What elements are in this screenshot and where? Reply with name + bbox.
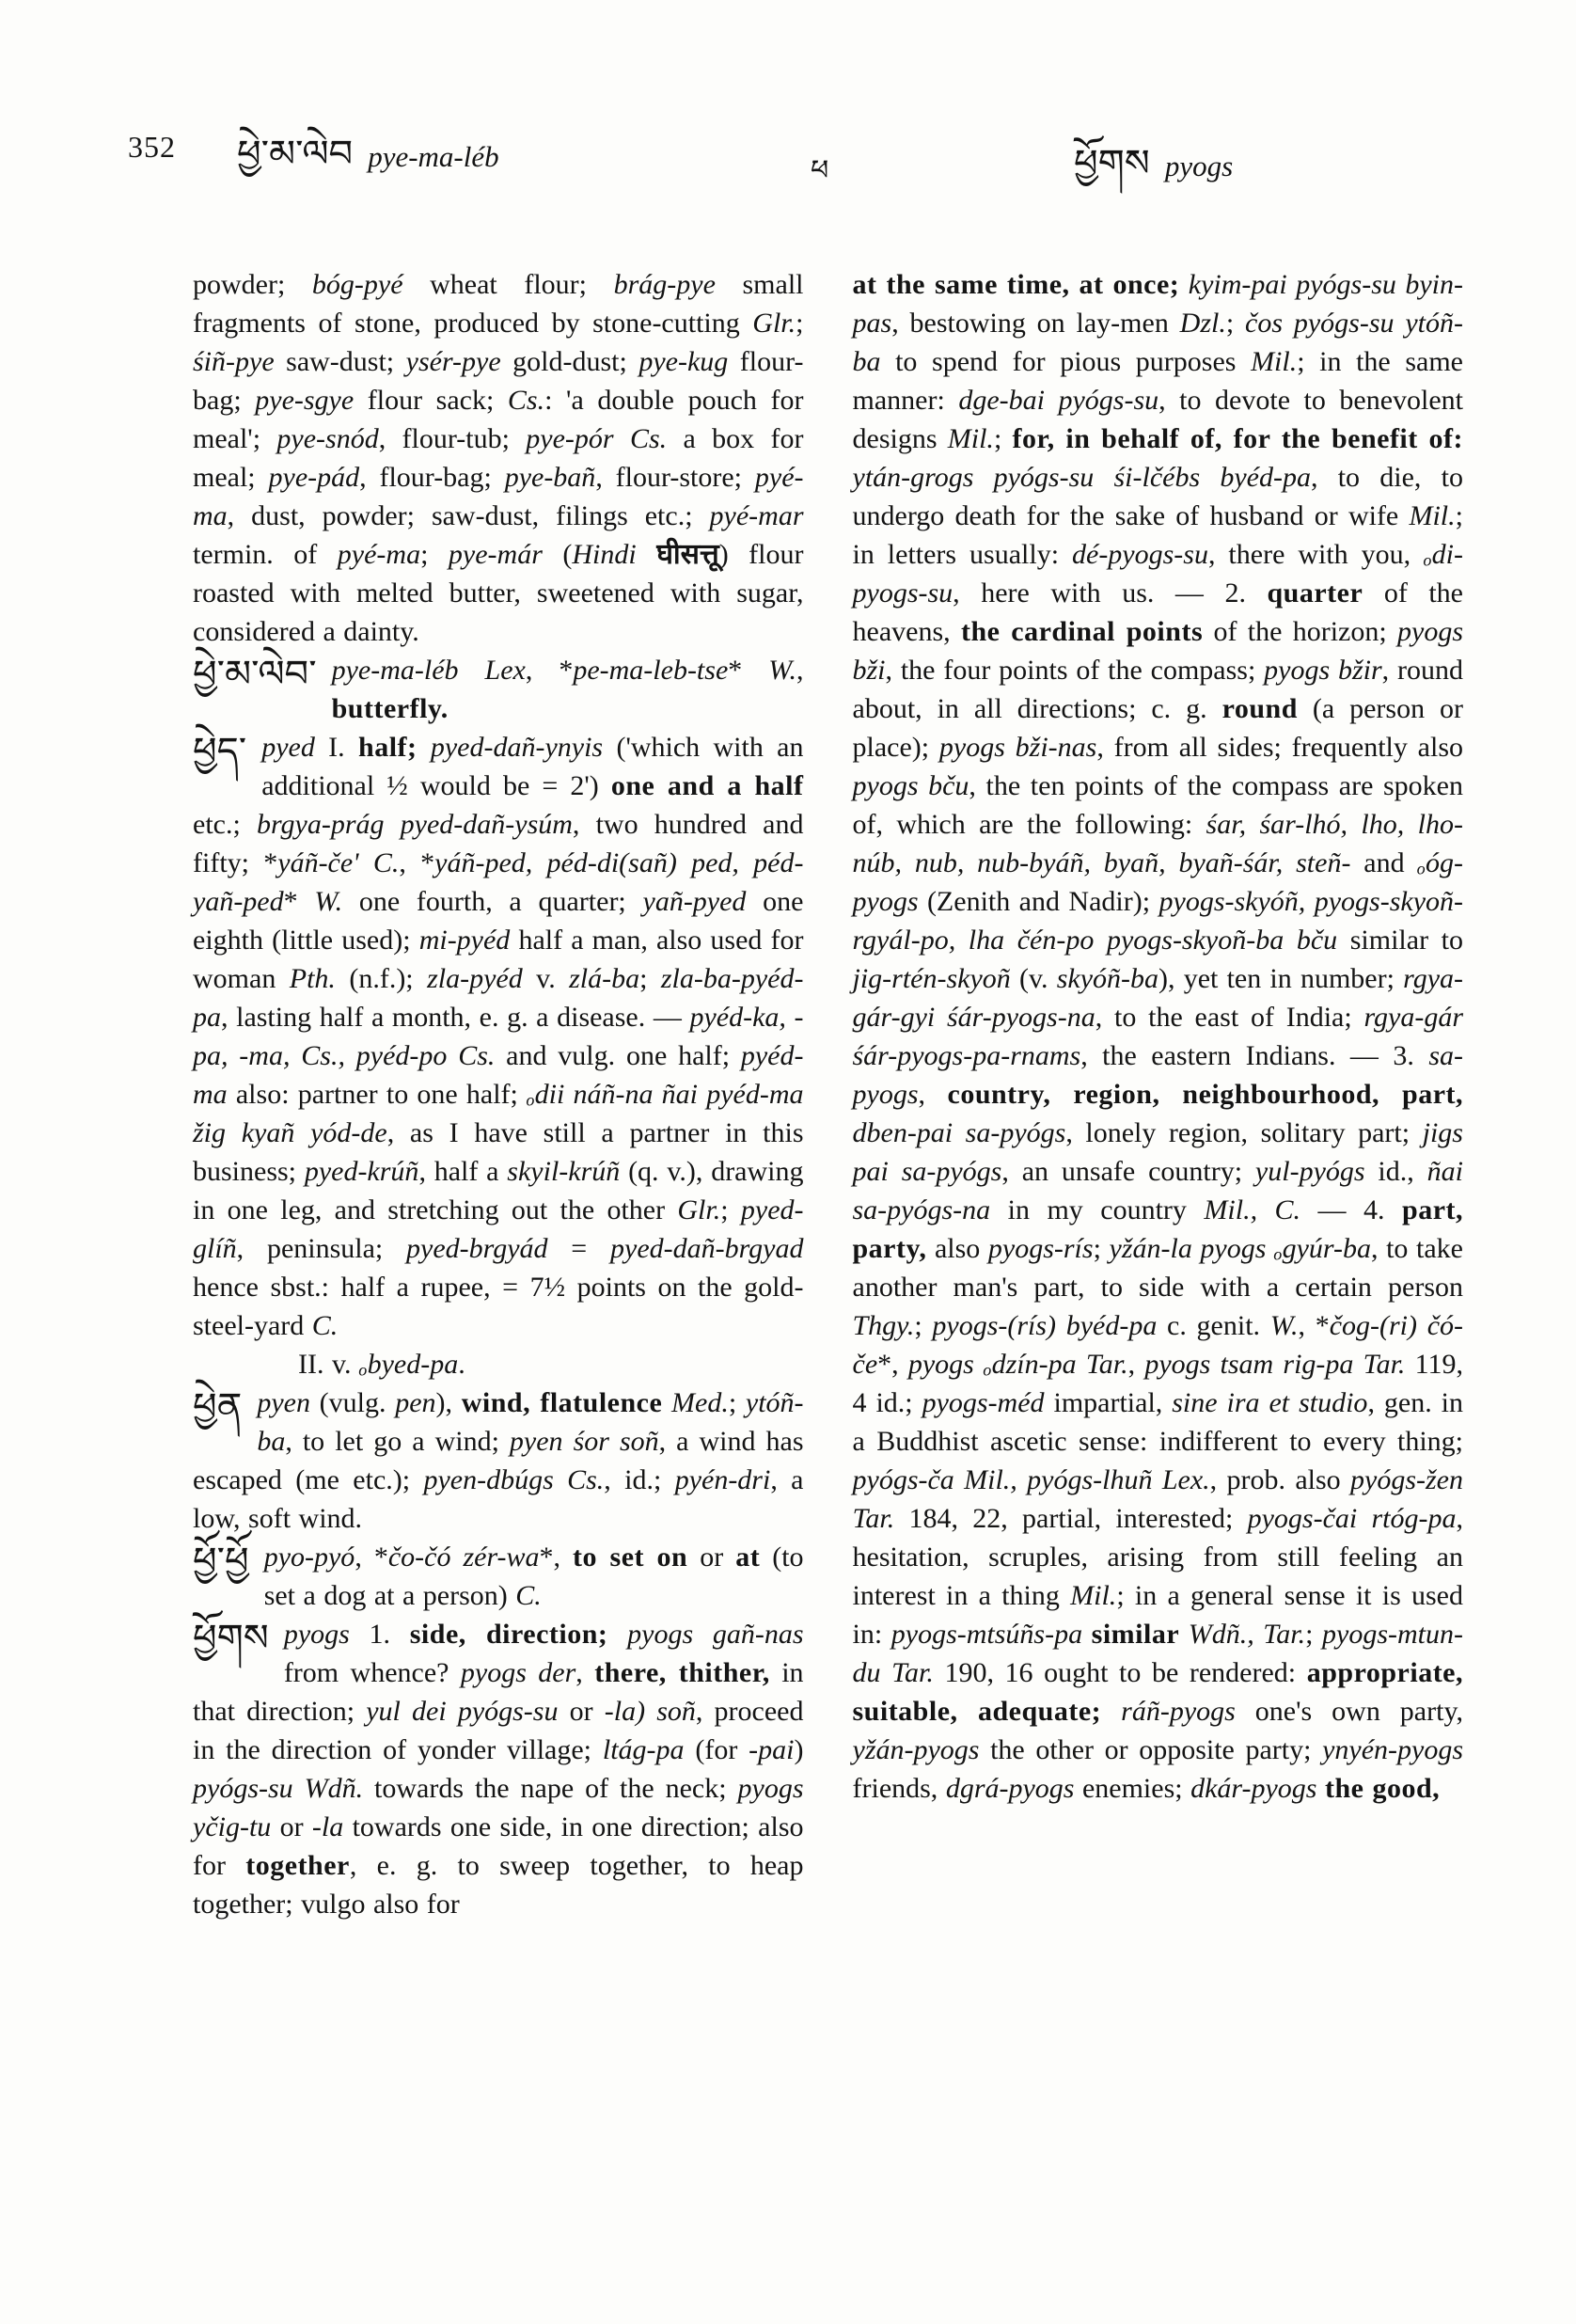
text-run: termin. of bbox=[193, 539, 338, 570]
text-run: ) bbox=[794, 1734, 804, 1765]
text-run: yáñ-če' bbox=[277, 847, 359, 878]
text-run: * bbox=[283, 886, 315, 917]
text-run: Cs. bbox=[507, 385, 545, 416]
text-run: pyed-brgyád bbox=[406, 1233, 548, 1264]
text-run: rgya-gár śár-pyogs-pa-rnams bbox=[852, 1002, 1464, 1071]
text-run: 190, 16 ought to be rendered: bbox=[933, 1657, 1307, 1688]
text-run: , bbox=[918, 1079, 948, 1110]
text-run: ₒbyed-pa bbox=[359, 1349, 459, 1380]
text-run: dge-bai pyógs-su bbox=[958, 385, 1159, 416]
text-run: jigs pai sa-pyógs bbox=[852, 1117, 1463, 1187]
text-run: C. bbox=[515, 1580, 542, 1611]
text-run: from whence? bbox=[283, 1657, 461, 1688]
text-run bbox=[418, 732, 431, 763]
entry-subsection bbox=[193, 1345, 804, 1383]
text-run: pye-kug bbox=[638, 346, 729, 377]
text-run: or bbox=[687, 1541, 736, 1573]
text-run: flour-bag; bbox=[193, 346, 804, 416]
header-left-tibetan-text: ཕྱེ་མ་ལེབ bbox=[237, 133, 354, 175]
text-run: impartial, bbox=[1044, 1387, 1173, 1418]
text-run: mi-pyéd bbox=[418, 925, 511, 956]
text-run: Mil. bbox=[1409, 500, 1456, 531]
text-run: Dzl. bbox=[1179, 308, 1226, 339]
text-run: pyogs bbox=[283, 1619, 350, 1650]
text-run: , a low, soft wind. bbox=[193, 1464, 804, 1534]
text-run: Med. bbox=[671, 1387, 729, 1418]
text-run: ; bbox=[639, 963, 661, 994]
tibetan-headword: ཕྱེན bbox=[193, 1385, 243, 1428]
text-run: ynyén-pyogs bbox=[1322, 1734, 1463, 1765]
text-run: * bbox=[728, 655, 769, 686]
text-run: pyed-dañ-brgyad bbox=[610, 1233, 804, 1264]
text-run: pyogs-mtun-du Tar. bbox=[852, 1619, 1463, 1688]
text-run: ; bbox=[720, 1194, 741, 1225]
text-run: , two hundred and fifty; * bbox=[193, 809, 804, 878]
text-run: pye-bañ bbox=[504, 462, 596, 493]
text-body bbox=[193, 265, 1463, 1923]
text-run: pyogs bžir bbox=[1264, 655, 1382, 686]
text-run: pyen-dbúgs Cs. bbox=[423, 1464, 605, 1495]
text-run: ráñ-pyogs bbox=[1121, 1696, 1236, 1727]
running-head bbox=[0, 0, 1576, 265]
text-run: ysér-pye bbox=[405, 346, 501, 377]
text-run: ; bbox=[1225, 308, 1246, 339]
text-run: dé-pyogs-su bbox=[1072, 539, 1208, 570]
text-run: bóg-pyé bbox=[311, 269, 403, 300]
text-run: the good, bbox=[1324, 1773, 1441, 1804]
page-number: 352 bbox=[128, 130, 176, 164]
text-run: , lonely region, solitary part; bbox=[1065, 1117, 1423, 1148]
text-run: (vulg. bbox=[309, 1387, 396, 1418]
text-run: dgrá-pyogs bbox=[945, 1773, 1075, 1804]
text-run: pyogs yčig-tu bbox=[193, 1773, 804, 1842]
text-run: at the same time, at once; bbox=[852, 269, 1180, 300]
header-right-headword bbox=[1074, 143, 1233, 184]
text-run: ('which with an additional ½ would be = 2') bbox=[261, 732, 804, 801]
text-run: dkár-pyogs bbox=[1190, 1773, 1317, 1804]
header-left-transliteration: pye-ma-léb bbox=[368, 140, 499, 173]
text-run: pyogs-skyóñ, pyogs-skyoñ-rgyál-po, lha čén-po pyogs-skyoñ-ba bču bbox=[852, 886, 1463, 956]
text-run: , half a bbox=[418, 1156, 508, 1187]
text-run: , * bbox=[355, 1541, 388, 1573]
text-run: 1. bbox=[349, 1619, 410, 1650]
text-run: brág-pye bbox=[613, 269, 716, 300]
text-run: there, thither, bbox=[594, 1657, 770, 1688]
text-run: *, bbox=[877, 1349, 908, 1380]
text-run: , * bbox=[399, 847, 435, 878]
text-run: Glr. bbox=[752, 308, 796, 339]
text-run: ₒdi-pyogs-su bbox=[852, 539, 1463, 609]
text-run: Mil., C. bbox=[1204, 1194, 1301, 1225]
text-run: yžán-la pyogs ₒgyúr-ba bbox=[1109, 1233, 1371, 1264]
text-run: at bbox=[735, 1541, 761, 1573]
text-run: W. bbox=[768, 655, 796, 686]
text-run bbox=[614, 423, 630, 454]
text-run: zla-ba-pyéd-pa bbox=[193, 963, 804, 1033]
text-run: Mil. bbox=[1070, 1580, 1117, 1611]
text-run: to spend for pious purposes bbox=[880, 346, 1252, 377]
text-run: ( bbox=[542, 539, 573, 570]
text-run: pe-ma-leb-tse bbox=[573, 655, 729, 686]
text-run: also: partner to one half; bbox=[227, 1079, 528, 1110]
text-run: -la bbox=[311, 1811, 344, 1842]
text-run: (v. bbox=[1010, 963, 1057, 994]
text-run: (q. v.), drawing in one leg, and stretching out the other bbox=[193, 1156, 804, 1225]
text-run: pyed-glíñ bbox=[193, 1194, 804, 1264]
text-run: and vulg. one half; bbox=[495, 1040, 741, 1071]
text-run: pyógs-ča Mil., pyógs-lhuñ Lex. bbox=[852, 1464, 1210, 1495]
text-run: , flour-bag; bbox=[359, 462, 505, 493]
text-run: side, direction; bbox=[409, 1619, 608, 1650]
text-run: half; bbox=[358, 732, 418, 763]
text-run: Thgy. bbox=[852, 1310, 915, 1341]
text-run: čo-čó zér-wa bbox=[387, 1541, 540, 1573]
header-section-letter: ཕ bbox=[811, 155, 829, 186]
text-run: 184, 22, partial, interested; bbox=[894, 1503, 1248, 1534]
text-run: or bbox=[271, 1811, 312, 1842]
text-run: Cs. bbox=[629, 423, 668, 454]
text-run: friends, bbox=[852, 1773, 946, 1804]
text-run: one and a half bbox=[610, 770, 804, 801]
text-run: , to the east of India; bbox=[1095, 1002, 1364, 1033]
dictionary-entry bbox=[193, 1615, 804, 1923]
text-run: to set on bbox=[573, 1541, 688, 1573]
text-run: country, region, neighbourhood, part, bbox=[947, 1079, 1463, 1110]
text-run: pyogs-(rís) byéd-pa bbox=[932, 1310, 1158, 1341]
text-run bbox=[359, 847, 373, 878]
text-run: rgya-gár-gyi śár-pyogs-na bbox=[852, 963, 1464, 1033]
text-run: pyogs tsam rig-pa Tar. bbox=[1144, 1349, 1406, 1380]
text-run: ; in a general sense it is used in: bbox=[852, 1580, 1463, 1650]
text-run: similar bbox=[1091, 1619, 1180, 1650]
text-run: wind, flatulence bbox=[461, 1387, 663, 1418]
text-run: one fourth, a quarter; bbox=[342, 886, 643, 917]
text-run: , e. g. to sweep together, to heap together; vulgo also for bbox=[193, 1850, 804, 1920]
tibetan-headword: ཕྱེ་མ་ལེབ་ bbox=[193, 653, 317, 695]
text-run: , there with you, bbox=[1207, 539, 1425, 570]
text-run: hence sbst.: half a rupee, = 7½ points on the gold-steel-yard bbox=[193, 1272, 804, 1341]
text-run: (Zenith and Nadir); bbox=[918, 886, 1159, 917]
text-run: ytóñ-ba bbox=[257, 1387, 804, 1457]
header-left-headword bbox=[237, 134, 499, 175]
text-run: similar to bbox=[1337, 925, 1464, 956]
tibetan-headword: ཕྱེད་ bbox=[193, 730, 247, 772]
text-run: ; bbox=[728, 1387, 746, 1418]
text-run: flour sack; bbox=[354, 385, 508, 416]
text-run bbox=[1179, 269, 1188, 300]
text-run: pyogs bži bbox=[852, 616, 1464, 686]
text-run: ), yet ten in number; bbox=[1158, 963, 1404, 994]
text-run: yžán-pyogs bbox=[852, 1734, 980, 1765]
text-run: butterfly. bbox=[331, 693, 449, 724]
text-run: for, in behalf of, for the benefit of: bbox=[1012, 423, 1464, 454]
text-run: . bbox=[458, 1349, 465, 1380]
text-run: etc.; bbox=[193, 809, 257, 840]
text-run: pyen śor soñ bbox=[509, 1426, 659, 1457]
text-run: pye-pór bbox=[526, 423, 614, 454]
text-run: pyogs bži-nas bbox=[938, 732, 1097, 763]
text-run: ltág-pa bbox=[602, 1734, 685, 1765]
text-run: *, bbox=[539, 1541, 574, 1573]
text-run: yul dei pyógs-su bbox=[366, 1696, 559, 1727]
text-run: in that direction; bbox=[193, 1657, 804, 1727]
text-run: pye-snód bbox=[276, 423, 379, 454]
text-run: pyogs-rís bbox=[987, 1233, 1094, 1264]
text-run: towards one side, in one direction; also for bbox=[193, 1811, 804, 1881]
text-run: and bbox=[1350, 847, 1418, 878]
text-run: , dust, powder; saw-dust, filings etc.; bbox=[227, 500, 710, 531]
text-run: , from all sides; frequently also bbox=[1096, 732, 1463, 763]
text-run: ñai sa-pyógs-na bbox=[852, 1156, 1463, 1225]
tibetan-headword: ཕྱོགས bbox=[193, 1617, 269, 1659]
text-run: gold-dust; bbox=[500, 346, 639, 377]
text-run: , bbox=[796, 655, 804, 686]
text-run: skyóñ-ba bbox=[1056, 963, 1159, 994]
text-run: skyil-krúñ bbox=[507, 1156, 621, 1187]
text-run: , hesitation, scruples, arising from still feeling an interest in a thing bbox=[852, 1503, 1463, 1611]
text-run: appropriate, suitable, adequate; bbox=[852, 1657, 1464, 1727]
text-run: śiñ-pye bbox=[193, 346, 275, 377]
text-run: ; bbox=[796, 308, 804, 339]
text-run bbox=[1082, 1619, 1092, 1650]
text-run: (for bbox=[684, 1734, 749, 1765]
text-run: id., bbox=[1364, 1156, 1427, 1187]
text-run: , to devote to benevolent designs bbox=[852, 385, 1464, 454]
dictionary-entry bbox=[193, 728, 804, 1345]
text-run: Hindi bbox=[572, 539, 637, 570]
text-run: C. bbox=[372, 847, 400, 878]
text-run: pyé-ma bbox=[193, 462, 804, 531]
text-run: pyed-dañ-ynyis bbox=[430, 732, 604, 763]
text-run: , flour-tub; bbox=[378, 423, 527, 454]
column-paragraph bbox=[193, 265, 804, 651]
text-run: pyógs-su Wdñ. bbox=[193, 1773, 364, 1804]
text-run: pyo-pyó bbox=[263, 1541, 355, 1573]
text-run: ; in letters usually: bbox=[852, 500, 1463, 570]
text-run: Mil. bbox=[1251, 346, 1298, 377]
text-run: = bbox=[547, 1233, 610, 1264]
text-run: , the ten points of the compass are spoken of, which are the following: bbox=[852, 770, 1463, 840]
text-run: ; in the same manner: bbox=[852, 346, 1463, 416]
text-run: half a man, also used for woman bbox=[193, 925, 804, 994]
text-run: sa-pyogs bbox=[852, 1040, 1463, 1110]
text-run: pye-sgye bbox=[255, 385, 355, 416]
left-column bbox=[193, 265, 804, 1923]
text-run: , * bbox=[1298, 1310, 1330, 1341]
text-run: , a wind has escaped (me etc.); bbox=[193, 1426, 804, 1495]
text-run: pyogs der bbox=[460, 1657, 576, 1688]
text-run: pyogs-mtsúñs-pa bbox=[890, 1619, 1083, 1650]
text-run: yáñ-ped, péd-di(sañ) ped, péd-yañ-ped bbox=[193, 847, 804, 917]
text-run: together bbox=[245, 1850, 350, 1881]
text-run bbox=[1179, 1619, 1189, 1650]
text-run: yul-pyógs bbox=[1254, 1156, 1365, 1187]
text-run: , peninsula; bbox=[236, 1233, 407, 1264]
text-run: — 4. bbox=[1300, 1194, 1403, 1225]
text-run: pyogs ₒdzín-pa Tar. bbox=[907, 1349, 1128, 1380]
text-run: pye-ma-léb Lex bbox=[331, 655, 526, 686]
text-run: zlá-ba bbox=[569, 963, 640, 994]
text-run: also bbox=[926, 1233, 988, 1264]
text-run: (n.f.); bbox=[335, 963, 428, 994]
text-run: kyim-pai pyógs-su byin-pas bbox=[852, 269, 1463, 339]
text-run: pye-pád bbox=[268, 462, 360, 493]
text-run: one's own party, bbox=[1235, 1696, 1463, 1727]
text-run: , an unsafe country; bbox=[1001, 1156, 1255, 1187]
text-run: I. bbox=[314, 732, 359, 763]
text-run: in my country bbox=[990, 1194, 1205, 1225]
text-run: c. genit. bbox=[1157, 1310, 1270, 1341]
text-run: one eighth (little used); bbox=[193, 886, 804, 956]
text-run: enemies; bbox=[1074, 1773, 1191, 1804]
text-run: towards the nape of the neck; bbox=[363, 1773, 738, 1804]
dictionary-entry bbox=[193, 1538, 804, 1615]
text-run: ₒdii náñ-na ñai pyéd-ma žig kyañ yód-de bbox=[193, 1079, 804, 1148]
text-run: pyed bbox=[261, 732, 315, 763]
text-run: , to let go a wind; bbox=[285, 1426, 510, 1457]
dictionary-entry bbox=[193, 1383, 804, 1538]
text-run: sine ira et studio bbox=[1172, 1387, 1368, 1418]
text-run: ) flour roasted with melted butter, sweetened with sugar, considered a dainty. bbox=[193, 539, 804, 647]
header-right-transliteration: pyogs bbox=[1164, 150, 1234, 182]
text-run: , round about, in all directions; c. g. bbox=[852, 655, 1463, 724]
text-run: round bbox=[1221, 693, 1298, 724]
text-run: pyogs-méd bbox=[922, 1387, 1045, 1418]
text-run: , id.; bbox=[604, 1464, 675, 1495]
text-run: zla-pyéd bbox=[427, 963, 523, 994]
text-run: , lasting half a month, e. g. a disease. — bbox=[221, 1002, 690, 1033]
text-run: , the four points of the compass; bbox=[885, 655, 1265, 686]
text-run: pyógs-žen Tar. bbox=[852, 1464, 1463, 1534]
text-run bbox=[1101, 1696, 1121, 1727]
text-run: ; bbox=[420, 539, 449, 570]
text-run: pyé-mar bbox=[709, 500, 804, 531]
text-run: , here with us. — 2. bbox=[953, 577, 1268, 609]
text-run: the cardinal points bbox=[960, 616, 1204, 647]
text-run: a box for meal; bbox=[193, 423, 804, 493]
text-run: (a person or place); bbox=[852, 693, 1464, 763]
text-run: ; bbox=[914, 1310, 933, 1341]
column-paragraph bbox=[853, 265, 1464, 1808]
text-run: ytán-grogs pyógs-su śi-lčébs byéd-pa bbox=[852, 462, 1311, 493]
right-column bbox=[853, 265, 1464, 1923]
text-run: small fragments of stone, produced by stone-cutting bbox=[193, 269, 804, 339]
text-run: ₒóg-pyogs bbox=[852, 847, 1463, 917]
text-run: W. bbox=[314, 886, 343, 917]
text-run: , bbox=[575, 1657, 595, 1688]
text-run: pyed-krúñ bbox=[304, 1156, 419, 1187]
text-run: pyogs bču bbox=[852, 770, 969, 801]
text-run: the other or opposite party; bbox=[979, 1734, 1323, 1765]
text-run: , proceed in the direction of yonder village; bbox=[193, 1696, 804, 1765]
text-run: pyogs-čai rtóg-pa bbox=[1247, 1503, 1457, 1534]
text-run: , bestowing on lay-men bbox=[891, 308, 1180, 339]
text-run: v. bbox=[522, 963, 570, 994]
text-run: wheat flour; bbox=[402, 269, 614, 300]
text-run bbox=[607, 1619, 627, 1650]
text-run: -pai bbox=[749, 1734, 795, 1765]
text-run: : 'a double pouch for meal'; bbox=[193, 385, 804, 454]
text-run: , gen. in a Buddhist ascetic sense: indifferent to every thing; bbox=[852, 1387, 1463, 1457]
text-run: pyen bbox=[257, 1387, 310, 1418]
text-run: , to take another man's part, to side with a certain person bbox=[852, 1233, 1463, 1303]
text-run: śar, śar-lhó, lho, lho-núb, nub, nub-byáñ, byañ, byañ-śár, steñ- bbox=[852, 809, 1463, 878]
text-run: pye-már bbox=[448, 539, 543, 570]
text-run: čos pyógs-su ytóñ-ba bbox=[852, 308, 1463, 377]
text-run: powder; bbox=[193, 269, 312, 300]
text-run: ; bbox=[1093, 1233, 1110, 1264]
text-run: II. v. bbox=[298, 1349, 360, 1380]
text-run: , prob. also bbox=[1209, 1464, 1351, 1495]
text-run: Mil. bbox=[947, 423, 994, 454]
text-run: W. bbox=[1269, 1310, 1299, 1341]
text-run: saw-dust; bbox=[274, 346, 406, 377]
text-run: , * bbox=[525, 655, 574, 686]
text-run: dben-pai sa-pyógs bbox=[852, 1117, 1066, 1148]
text-run: čog-(ri) čó-če bbox=[852, 1310, 1463, 1380]
text-run: pyéd-ka, -pa, -ma, Cs., pyéd-po Cs. bbox=[193, 1002, 804, 1071]
text-run: yañ-pyed bbox=[642, 886, 747, 917]
text-run: , as I have still a partner in this business; bbox=[193, 1117, 804, 1187]
text-run: or bbox=[558, 1696, 605, 1727]
text-run: of the heavens, bbox=[852, 577, 1463, 647]
text-run: pen bbox=[395, 1387, 436, 1418]
text-run: jig-rtén-skyoñ bbox=[852, 963, 1011, 994]
tibetan-headword: ཕྱོ་ཕྱོ bbox=[193, 1540, 249, 1582]
text-run: C. bbox=[311, 1310, 339, 1341]
text-run: pyén-dri bbox=[674, 1464, 771, 1495]
text-run: , to die, to undergo death for the sake of husband or wife bbox=[852, 462, 1463, 531]
text-run: brgya-prág pyed-dañ-ysúm bbox=[256, 809, 573, 840]
text-run: quarter bbox=[1267, 577, 1363, 609]
text-run: Wdñ., Tar. bbox=[1188, 1619, 1306, 1650]
text-run: pyéd-ma bbox=[193, 1040, 804, 1110]
text-run: , flour-store; bbox=[595, 462, 755, 493]
text-run: ; bbox=[1305, 1619, 1323, 1650]
dictionary-entry bbox=[193, 651, 804, 728]
text-run bbox=[1316, 1773, 1325, 1804]
text-run: Pth. bbox=[289, 963, 336, 994]
text-run: of the horizon; bbox=[1203, 616, 1398, 647]
text-run: pyé-ma bbox=[337, 539, 421, 570]
text-run: pyogs gañ-nas bbox=[627, 1619, 804, 1650]
header-right-tibetan-text: ཕྱོགས bbox=[1074, 142, 1150, 184]
text-run: घीसत्तू bbox=[656, 539, 719, 570]
text-run: Glr. bbox=[677, 1194, 721, 1225]
text-run: , the eastern Indians. — 3. bbox=[1080, 1040, 1429, 1071]
text-run: (to set a dog at a person) bbox=[263, 1541, 804, 1611]
text-run: ; bbox=[993, 423, 1013, 454]
text-run: -la) soñ bbox=[604, 1696, 696, 1727]
text-run: 119, 4 id.; bbox=[852, 1349, 1464, 1418]
text-run: ), bbox=[435, 1387, 462, 1418]
text-run bbox=[662, 1387, 671, 1418]
text-run bbox=[637, 539, 656, 570]
text-run: part, party, bbox=[852, 1194, 1464, 1264]
text-run: , bbox=[1127, 1349, 1145, 1380]
